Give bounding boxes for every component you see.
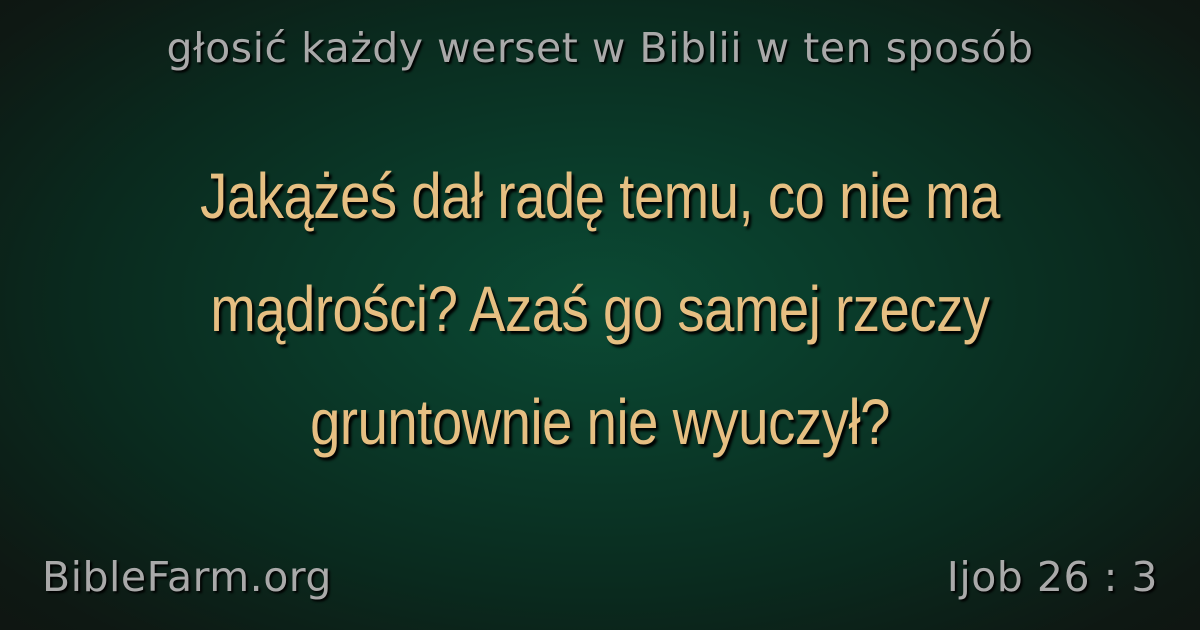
verse-reference: Ijob 26 : 3 (946, 553, 1158, 601)
site-name: BibleFarm.org (42, 553, 332, 601)
verse-text: Jakążeś dał radę temu, co nie ma mądrości? Azaś go samej rzeczy gruntownie nie wyuczył? (200, 160, 1000, 458)
tagline: głosić każdy werset w Biblii w ten sposób (166, 24, 1034, 72)
